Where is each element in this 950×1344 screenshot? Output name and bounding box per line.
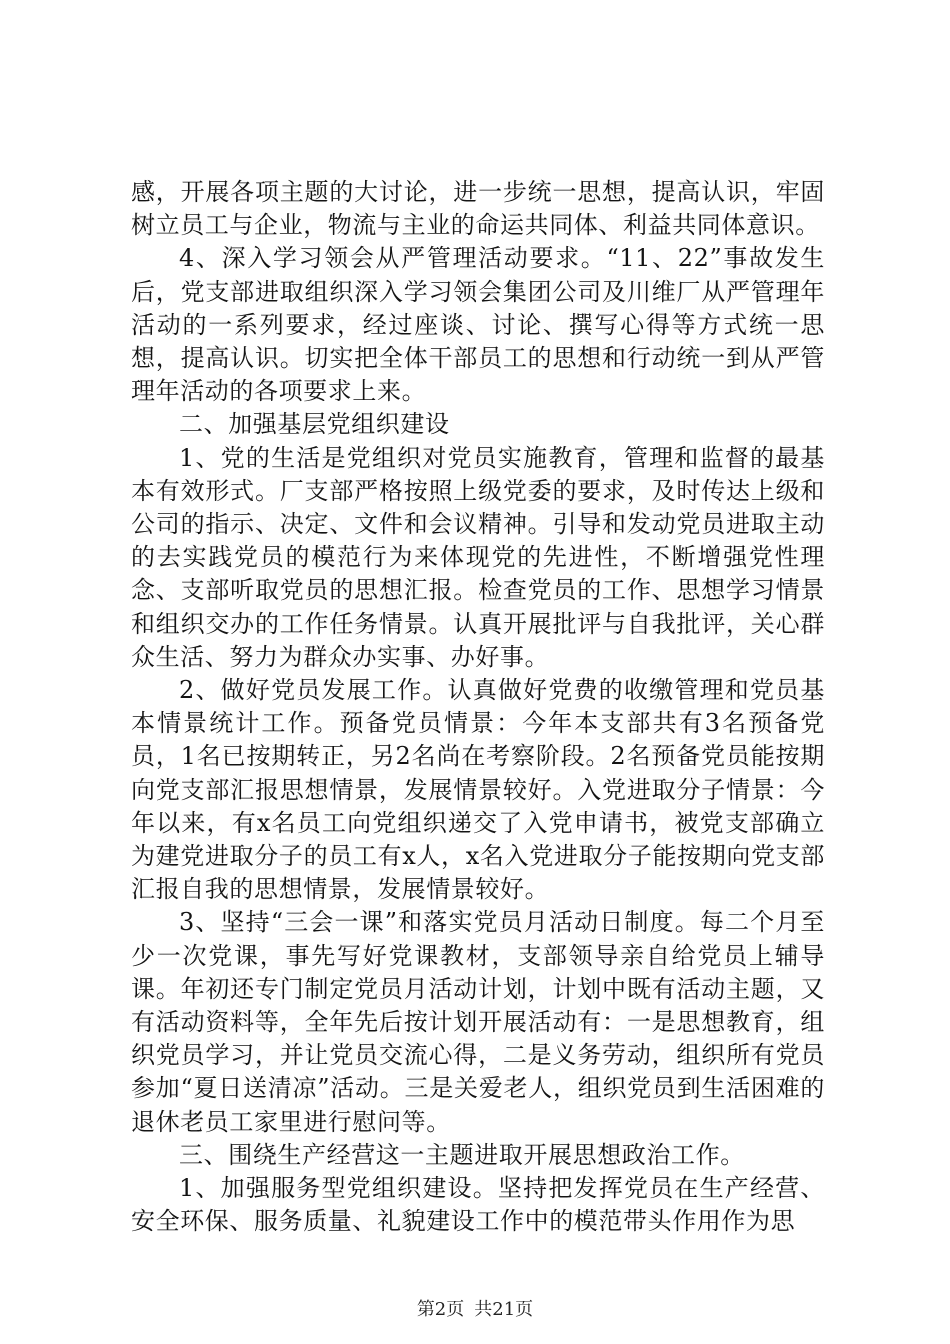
paragraph-5: 2、做好党员发展工作。认真做好党费的收缴管理和党员基本情景统计工作。预备党员情景：今年本支部共有3名预备党员，1名已按期转正，另2名尚在考察阶段。2名预备党员能按期向党支部汇报思想情景，发展情景较好。入党进取分子情景：今年以来，有x名员工向党组织递交了入党申请书，被党支部确立为建党进取分子的员工有x人，x名入党进取分子能按期向党支部汇报自我的思想情景，发展情景较好。 bbox=[131, 676, 825, 904]
paragraph-2: 4、深入学习领会从严管理活动要求。“11、22”事故发生后，党支部进取组织深入学习领会集团公司及川维厂从严管理年活动的一系列要求，经过座谈、讨论、撰写心得等方式统一思想，提高认识。切实把全体干部员工的思想和行动统一到从严管理年活动的各项要求上来。 bbox=[131, 244, 825, 406]
section-heading-3: 三、围绕生产经营这一主题进取开展思想政治工作。 bbox=[179, 1140, 745, 1169]
page-total: 共21页 bbox=[474, 1299, 534, 1320]
paragraph-6: 3、坚持“三会一课”和落实党员月活动日制度。每二个月至少一次党课，事先写好党课教材，支部领导亲自给党员上辅导课。年初还专门制定党员月活动计划，计划中既有活动主题，又有活动资料等，全年先后按计划开展活动有：一是思想教育，组织党员学习，并让党员交流心得，二是义务劳动，组织所有党员参加“夏日送清凉”活动。三是关爱老人，组织党员到生活困难的退休老员工家里进行慰问等。 bbox=[131, 908, 825, 1136]
paragraph-4: 1、党的生活是党组织对党员实施教育，管理和监督的最基本有效形式。厂支部严格按照上级党委的要求，及时传达上级和公司的指示、决定、文件和会议精神。引导和发动党员进取主动的去实践党员的模范行为来体现党的先进性，不断增强党性理念、支部听取党员的思想汇报。检查党员的工作、思想学习情景和组织交办的工作任务情景。认真开展批评与自我批评，关心群众生活、努力为群众办实事、办好事。 bbox=[131, 443, 825, 671]
section-heading-2: 二、加强基层党组织建设 bbox=[179, 410, 450, 439]
page-footer bbox=[0, 1298, 950, 1322]
paragraph-8: 1、加强服务型党组织建设。坚持把发挥党员在生产经营、安全环保、服务质量、礼貌建设工作中的模范带头作用作为思 bbox=[131, 1174, 825, 1236]
paragraph-1: 感，开展各项主题的大讨论，进一步统一思想，提高认识，牢固树立员工与企业，物流与主业的命运共同体、利益共同体意识。 bbox=[131, 178, 825, 240]
document-body bbox=[131, 176, 825, 1239]
page-number: 第2页 bbox=[416, 1299, 465, 1320]
